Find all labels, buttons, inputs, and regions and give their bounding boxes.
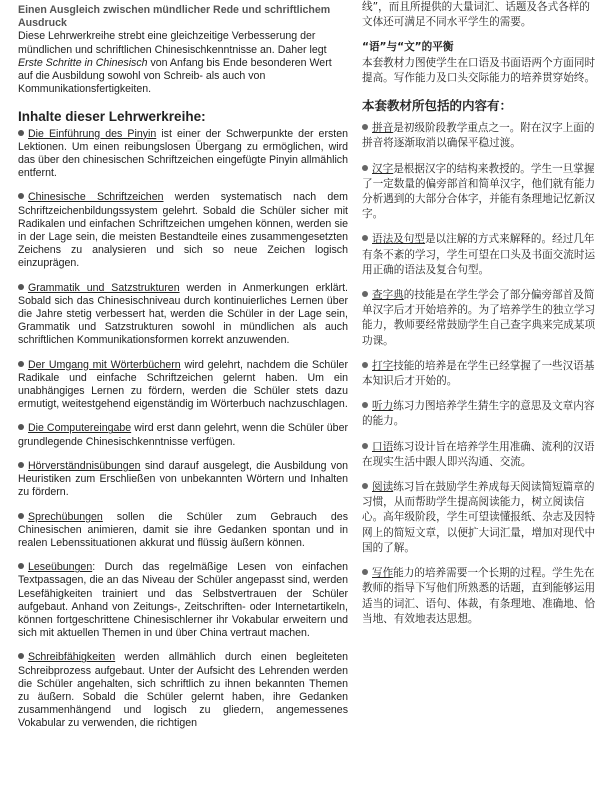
- item-term: Die Computereingabe: [28, 422, 132, 435]
- item-text: werden systematisch nach dem Schriftzeichenbildungssystem gelehrt. Sobald die Schüler sicher mit Radikalen und einfachen Schriftzeichen umgehen können, werden sie in der Lage sein, die meisten Bestandteile eines zusammengesetzten Zeichens zu analysieren und sich so neue Zeichen logisch einzuprägen.: [18, 191, 348, 270]
- item-text: werden allmählich durch einen begleiteten Schreibprozess aufgebaut. Unter der Aufsicht des Lehrenden werden die Schüler angehalten, sich schriftlich zu ihnen bekannten Themen zu äußern. Sobald die Schüler gelernt haben, ihre Gedanken zusammenhängend und logisch zu gliedern, angemessenes Vokabular zu verwenden, die richtigen: [18, 651, 348, 730]
- item-text: 是根据汉字的结构来教授的。学生一旦掌握了一定数量的偏旁部首和简单汉字，他们就有能力分析遇到的大部分合体字，并能有条理地记忆新汉字。: [362, 162, 596, 221]
- item-term: 语法及句型: [372, 233, 425, 246]
- bullet-icon: [362, 569, 368, 575]
- bullet-icon: [18, 462, 24, 468]
- bullet-icon: [18, 424, 24, 430]
- cn-item-writing: [362, 566, 598, 627]
- bullet-icon: [362, 402, 368, 408]
- intro-text-1: Diese Lehrwerkreihe strebt eine gleichzeitige Verbesserung der mündlichen und schriftlichen Chinesischkenntnisse an. Daher legt: [18, 30, 327, 56]
- bullet-icon: [362, 235, 368, 241]
- bullet-icon: [18, 513, 24, 519]
- item-term: 听力: [372, 400, 394, 413]
- cn-balance-text: 本套教材力图使学生在口语及书面语两个方面同时提高。写作能力及口头交际能力的培养贯穿始终。: [362, 56, 596, 84]
- item-text: 技能的培养是在学生已经掌握了一些汉语基本知识后才开始的。: [362, 359, 595, 388]
- item-text: 的技能是在学生学会了部分偏旁部首及简单汉字后才开始培养的。为了培养学生的独立学习能力，教师要经常鼓励学生自己查字典来完成某项功课。: [362, 289, 596, 347]
- intro-heading: Einen Ausgleich zwischen mündlicher Rede und schriftlichem Ausdruck: [18, 4, 331, 30]
- bullet-icon: [18, 130, 24, 136]
- cn-item-listening: [362, 399, 598, 429]
- de-item-pinyin: [18, 128, 348, 181]
- item-term: Leseübungen: [28, 561, 93, 574]
- bullet-icon: [362, 291, 368, 297]
- german-column: [18, 0, 348, 742]
- bullet-icon: [362, 483, 368, 489]
- item-text: wird gelehrt, nachdem die Schüler Radikale und einfache Schriftzeichen gelernt haben. Um ein unabhängiges Lernen zu fördern, werden die Schüler stets dazu ermutigt, weitestgehend eigenständig im Wörterbuch nachzuschlagen.: [18, 358, 348, 411]
- item-text: 练习设计旨在培养学生用准确、流利的汉语在现实生活中跟人即兴沟通、交流。: [362, 440, 595, 468]
- bullet-icon: [362, 443, 368, 449]
- item-text: : Durch das regelmäßige Lesen von einfachen Textpassagen, die an das Niveau der Schüler angepasst sind, werden Lesefähigkeiten trainiert und das Selbstvertrauen der Schüler aufgebaut. Anhand von Zeitungs-, Zeitschriften- oder Internetartikeln, können fortgeschrittene Chinesischlerner ihr Vokabular erweitern und sich mit aktuellen Themen in und über China vertraut machen.: [18, 561, 348, 640]
- cn-top-text: 线”，而且所提供的大量词汇、话题及各式各样的文体还可满足不同水平学生的需要。: [362, 1, 590, 29]
- section-heading-cn: 本套教材所包括的内容有：: [362, 98, 513, 114]
- item-text: werden in Anmerkungen erklärt. Sobald sich das Chinesischniveau durch kontinuierliches Lernen über die Jahre stetig verbessert hat, werden die Schüler in der Lage sein, Grammatik und Satzstrukturen sowohl in mündlichen als auch schriftlichen Kommunikationsformen korrekt anzuwenden.: [18, 281, 348, 347]
- de-item-reading: [18, 561, 348, 640]
- item-term: Schreibfähigkeiten: [28, 651, 116, 664]
- cn-item-pinyin: [362, 121, 598, 151]
- item-term: 汉字: [372, 162, 394, 175]
- section-heading-de: Inhalte dieser Lehrwerkreihe:: [18, 109, 206, 125]
- item-term: Grammatik und Satzstrukturen: [28, 281, 180, 294]
- bullet-icon: [18, 284, 24, 290]
- bullet-icon: [18, 361, 24, 367]
- de-item-listening: [18, 460, 348, 500]
- chinese-column: [362, 0, 598, 637]
- bullet-icon: [362, 165, 368, 171]
- item-term: Die Einführung des Pinyin: [28, 127, 157, 140]
- bullet-icon: [18, 193, 24, 199]
- item-term: Sprechübungen: [28, 510, 103, 523]
- cn-item-speaking: [362, 440, 598, 470]
- cn-item-typing: [362, 359, 598, 389]
- de-item-dictionary: [18, 359, 348, 412]
- bullet-icon: [18, 653, 24, 659]
- item-text: sollen die Schüler zum Gebrauch des Chinesischen animieren, damit sie ihre Gedanken spontan und in realen Lebenssituationen akkurat und flüssig äußern können.: [18, 510, 348, 549]
- item-term: 口语: [372, 440, 394, 453]
- item-term: 拼音: [372, 122, 394, 135]
- de-item-typing: [18, 422, 348, 448]
- cn-balance-heading: “语”与“文”的平衡: [362, 41, 454, 54]
- item-term: Hörverständnisübungen: [28, 459, 141, 472]
- item-text: 能力的培养需要一个长期的过程。学生先在教师的指导下写他们所熟悉的话题，直到能够运用适当的词汇、语句、体裁，有条理地、准确地、恰当地、有效地表达思想。: [362, 567, 596, 625]
- cn-item-dictionary: [362, 288, 598, 349]
- bullet-icon: [18, 563, 24, 569]
- bullet-icon: [362, 362, 368, 368]
- intro-book-title: Erste Schritte in Chinesisch: [18, 56, 148, 69]
- item-text: 是初级阶段教学重点之一。附在汉字上面的拼音将逐渐取消以确保平稳过渡。: [362, 122, 595, 150]
- de-item-writing: [18, 651, 348, 730]
- item-term: 阅读: [372, 481, 394, 494]
- cn-item-characters: [362, 162, 598, 223]
- cn-item-grammar: [362, 232, 598, 278]
- cn-item-reading: [362, 480, 598, 556]
- item-term: 写作: [372, 567, 394, 580]
- item-text: 是以注解的方式来解释的。经过几年有条不紊的学习，学生可望在口头及书面交流时运用正确的语法及复合句型。: [362, 233, 596, 276]
- de-item-speaking: [18, 511, 348, 551]
- item-text: 练习力图培养学生猜生字的意思及文章内容的能力。: [362, 400, 595, 428]
- item-text: ist einer der Schwerpunkte der ersten Lektionen. Um einen reibungslosen Übergang zu ermöglichen, wird das über den chinesischen Schriftzeichen eingefügte Pinyin allmählich entfernt.: [18, 127, 348, 180]
- item-term: Chinesische Schriftzeichen: [28, 191, 164, 204]
- item-term: 打字: [372, 359, 394, 372]
- intro-paragraph: [18, 30, 348, 96]
- item-term: Der Umgang mit Wörterbüchern: [28, 358, 181, 371]
- intro-text-2: von Anfang bis Ende besonderen Wert auf die Ausbildung sowohl von Schreib- als auch von Kommunikationsfertigkeiten.: [18, 56, 332, 96]
- bullet-icon: [362, 124, 368, 130]
- item-term: 查字典: [372, 289, 404, 302]
- de-item-grammar: [18, 282, 348, 348]
- item-text: sind darauf ausgelegt, die Ausbildung von Heuristiken zum Erschließen von unbekannten Wörtern und Inhalten zu fördern.: [18, 459, 348, 499]
- item-text: wird erst dann gelehrt, wenn die Schüler über grundlegende Chinesischkenntnisse verfügen.: [18, 422, 348, 448]
- item-text: 练习旨在鼓励学生养成每天阅读简短篇章的习惯，从而帮助学生提高阅读能力，树立阅读信心。高年级阶段，学生可望读懂报纸、杂志及因特网上的简短文章，以便扩大词汇量，增加对现代中国的了解。: [362, 481, 596, 554]
- de-item-characters: [18, 191, 348, 270]
